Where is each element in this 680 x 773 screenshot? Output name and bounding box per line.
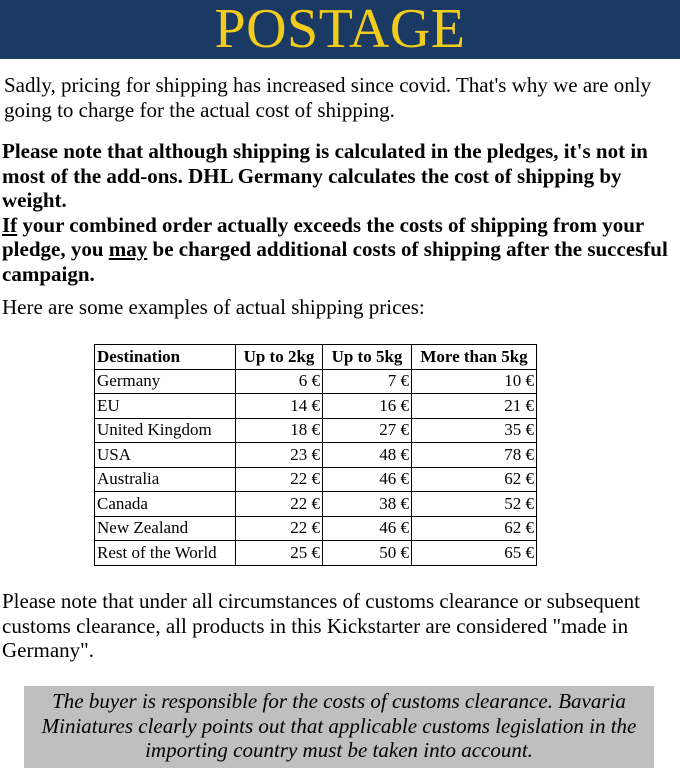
destination-cell: Rest of the World	[95, 541, 236, 566]
destination-cell: Germany	[95, 369, 236, 394]
price-cell: 52 €	[412, 492, 537, 517]
table-row	[95, 492, 537, 517]
price-cell: 46 €	[323, 516, 412, 541]
price-cell: 10 €	[412, 369, 537, 394]
table-header-row	[95, 345, 537, 370]
may-word: may	[108, 237, 148, 261]
price-cell: 22 €	[236, 516, 323, 541]
price-cell: 35 €	[412, 418, 537, 443]
page-title: POSTAGE	[214, 0, 466, 60]
note-part-b: be charged additional costs of shipping after the succesful campaign.	[2, 237, 668, 286]
price-cell: 65 €	[412, 541, 537, 566]
customs-disclaimer-box	[24, 686, 654, 768]
price-cell: 46 €	[323, 467, 412, 492]
price-cell: 25 €	[236, 541, 323, 566]
price-cell: 7 €	[323, 369, 412, 394]
price-cell: 62 €	[412, 467, 537, 492]
price-cell: 16 €	[323, 394, 412, 419]
customs-disclaimer-text: The buyer is responsible for the costs of customs clearance. Bavaria Miniatures clearly points out that applicable customs legislation in the importing country must be taken into account.	[41, 689, 637, 762]
destination-cell: United Kingdom	[95, 418, 236, 443]
if-word: If	[2, 212, 18, 237]
price-cell: 22 €	[236, 467, 323, 492]
customs-note: Please note that under all circumstances of customs clearance or subsequent customs clearance, all products in this Kickstarter are considered "made in Germany".	[2, 589, 640, 662]
shipping-note-weight: Please note that although shipping is calculated in the pledges, it's not in most of the add-ons. DHL Germany calculates the cost of shipping by weight.	[2, 139, 648, 212]
price-cell: 38 €	[323, 492, 412, 517]
price-cell: 6 €	[236, 369, 323, 394]
price-cell: 50 €	[323, 541, 412, 566]
destination-cell: Canada	[95, 492, 236, 517]
title-banner	[0, 0, 680, 59]
price-cell: 14 €	[236, 394, 323, 419]
column-header-up-to-2kg: Up to 2kg	[236, 345, 323, 370]
price-cell: 78 €	[412, 443, 537, 468]
examples-intro: Here are some examples of actual shipping prices:	[2, 295, 425, 319]
price-cell: 62 €	[412, 516, 537, 541]
table-row	[95, 394, 537, 419]
destination-cell: Australia	[95, 467, 236, 492]
shipping-price-table	[94, 344, 537, 566]
column-header-destination: Destination	[95, 345, 236, 370]
destination-cell: USA	[95, 443, 236, 468]
price-cell: 18 €	[236, 418, 323, 443]
table-row	[95, 418, 537, 443]
price-cell: 23 €	[236, 443, 323, 468]
table-row	[95, 443, 537, 468]
column-header-up-to-5kg: Up to 5kg	[323, 345, 412, 370]
table-row	[95, 516, 537, 541]
price-cell: 21 €	[412, 394, 537, 419]
shipping-note-additional	[2, 213, 680, 287]
price-cell: 22 €	[236, 492, 323, 517]
destination-cell: New Zealand	[95, 516, 236, 541]
table-row	[95, 467, 537, 492]
price-cell: 48 €	[323, 443, 412, 468]
intro-text: Sadly, pricing for shipping has increased since covid. That's why we are only going to charge for the actual cost of shipping.	[4, 73, 652, 122]
note-part-a: your combined order actually exceeds the costs of shipping from your pledge, you	[2, 212, 644, 261]
price-cell: 27 €	[323, 418, 412, 443]
column-header-more-than-5kg: More than 5kg	[412, 345, 537, 370]
table-row	[95, 369, 537, 394]
table-row	[95, 541, 537, 566]
destination-cell: EU	[95, 394, 236, 419]
shipping-note	[2, 139, 680, 286]
